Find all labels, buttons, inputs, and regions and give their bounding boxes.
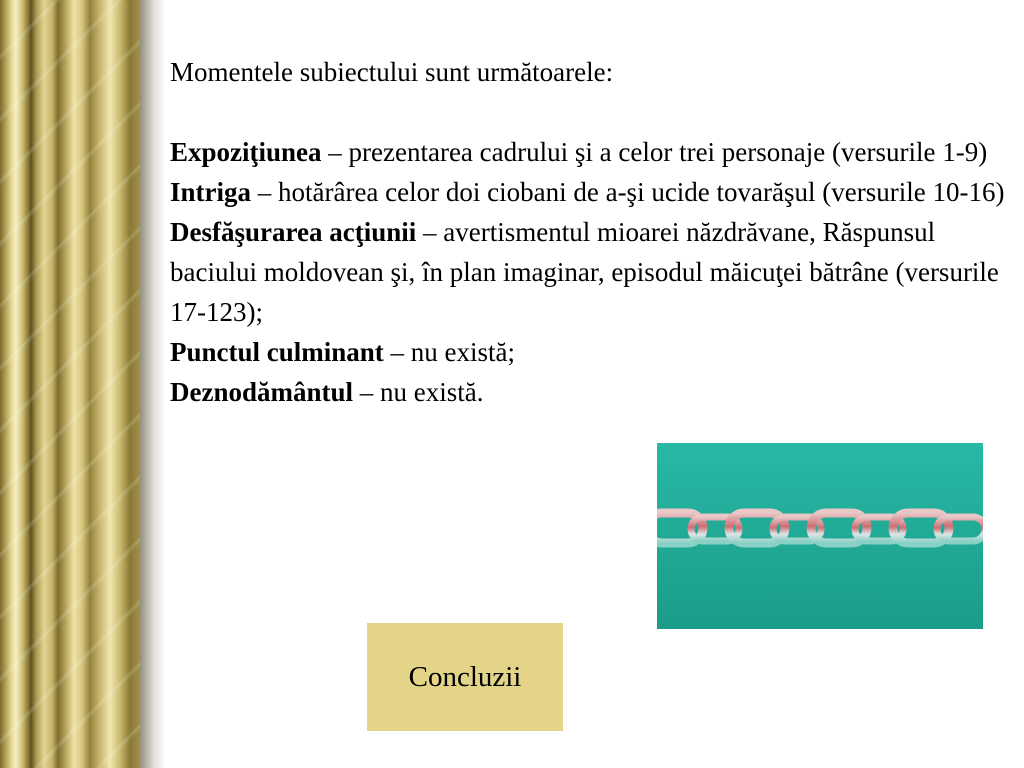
list-item-deznodamantul — [170, 372, 1010, 412]
list-item-intriga — [170, 172, 1010, 212]
item-term: Expoziţiunea — [170, 137, 322, 167]
intro-text: Momentele subiectului sunt următoarele: — [170, 57, 614, 87]
concluzii-button[interactable]: Concluzii — [367, 623, 563, 731]
item-text: – prezentarea cadrului şi a celor trei personaje (versurile 1-9) — [321, 137, 988, 167]
item-text: – nu există; — [383, 337, 516, 367]
chain-icon — [657, 443, 983, 629]
item-text: – avertismentul mioarei năzdrăvane, Răspunsul baciului moldovean şi, în plan imaginar, episodul măicuţei bătrâne (versurile 17-123); — [170, 217, 999, 327]
item-term: Deznodământul — [170, 377, 354, 407]
item-text: – hotărârea celor doi ciobani de a-şi ucide tovarăşul (versurile 10-16) — [251, 177, 1005, 207]
item-term: Punctul culminant — [170, 337, 384, 367]
item-term: Intriga — [170, 177, 251, 207]
list-item-expozitiunea — [170, 132, 1010, 172]
list-item-punctul-culminant — [170, 332, 1010, 372]
chain-links-photo — [657, 443, 983, 629]
pillar-shadow — [140, 0, 166, 768]
item-text: – nu există. — [353, 377, 484, 407]
slide-content — [170, 52, 1010, 412]
decorative-gold-pillar — [0, 0, 140, 768]
item-term: Desfăşurarea acţiunii — [170, 217, 417, 247]
list-item-desfasurarea — [170, 212, 1010, 332]
